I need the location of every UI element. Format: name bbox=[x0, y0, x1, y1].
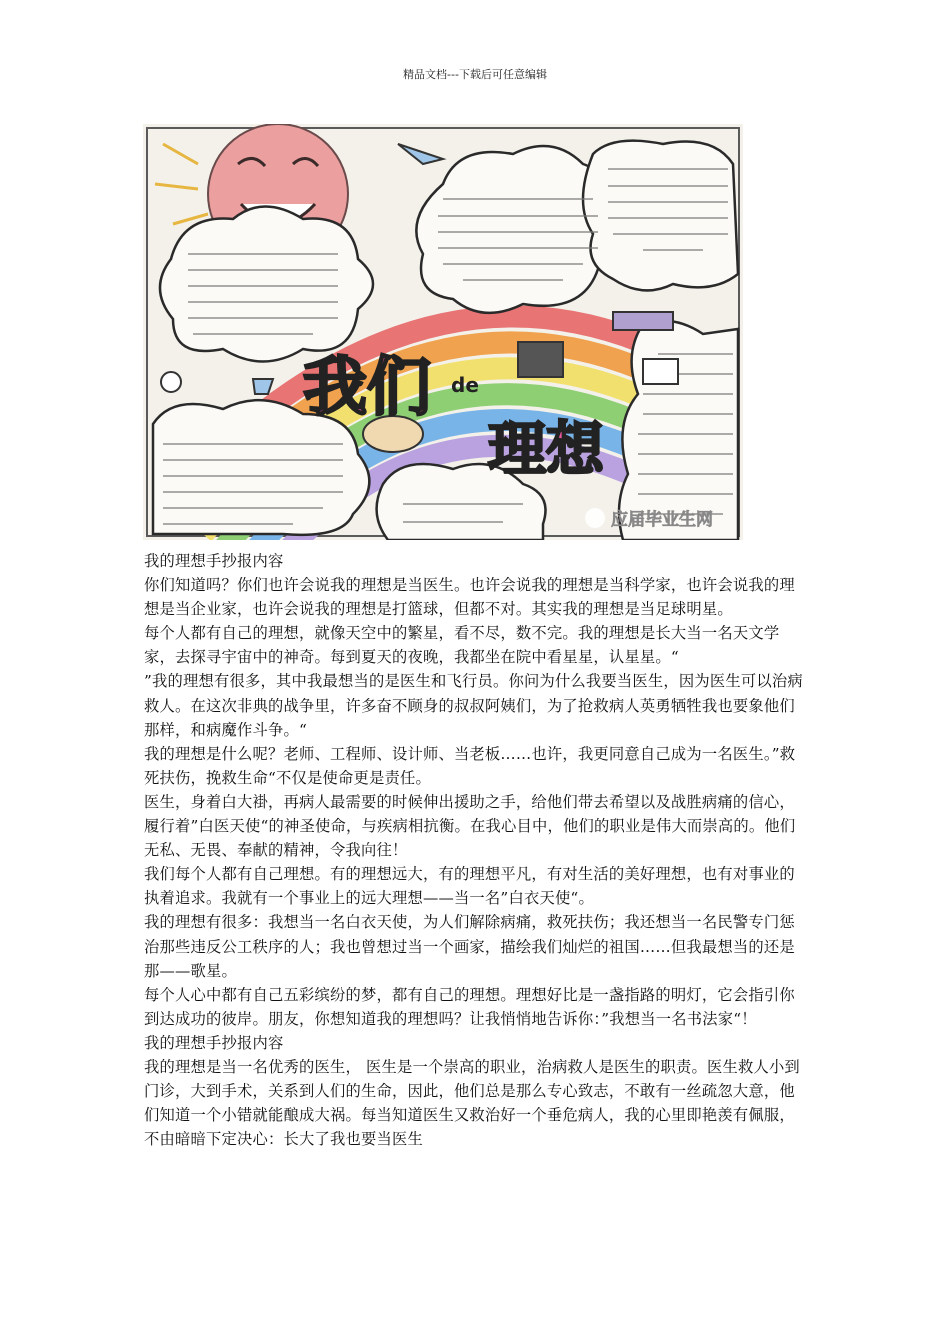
paragraph: 你们知道吗？你们也许会说我的理想是当医生。也许会说我的理想是当科学家，也许会说我的理想是当企业家，也许会说我的理想是打篮球，但都不对。其实我的理想是当足球明星。 bbox=[144, 576, 795, 619]
poster-image bbox=[143, 124, 743, 540]
poster-title-main: 我们 bbox=[303, 351, 431, 425]
article-body bbox=[144, 549, 808, 1151]
paragraph: 医生，身着白大褂，再病人最需要的时候伸出援助之手，给他们带去希望以及战胜病痛的信心，履行着”白医天使“的神圣使命，与疾病相抗衡。在我心目中，他们的职业是伟大而崇高的。他们无私、无畏、奉献的精神，令我向往！ bbox=[144, 792, 796, 860]
paragraph: 我们每个人都有自己理想。有的理想远大，有的理想平凡，有对生活的美好理想，也有对事业的执着追求。我就有一个事业上的远大理想——当一名”白衣天使“。 bbox=[144, 865, 795, 908]
train-drawing bbox=[613, 312, 673, 330]
watermark-text: 应届毕业生网 bbox=[611, 510, 713, 530]
watermark-logo-icon bbox=[585, 508, 605, 528]
cloud-right-top bbox=[583, 141, 738, 291]
paragraph: ”我的理想有很多，其中我最想当的是医生和飞行员。你问为什么我要当医生，因为医生可以治病救人。在这次非典的战争里，许多奋不顾身的叔叔阿姨们，为了抢救病人英勇牺牲我也要象他们那样，和病魔作斗争。“ bbox=[144, 672, 803, 739]
book-drawing bbox=[643, 359, 678, 384]
paragraph: 每个人都有自己的理想，就像天空中的繁星，看不尽，数不完。我的理想是长大当一名天文学家，去探寻宇宙中的神奇。每到夏天的夜晚，我都坐在院中看星星，认星星。“ bbox=[144, 624, 780, 667]
paragraph: 我的理想是什么呢？老师、工程师、设计师、当老板……也许，我更同意自己成为一名医生。”救死扶伤，挽救生命“不仅是使命更是责任。 bbox=[144, 744, 796, 787]
paragraph: 每个人心中都有自己五彩缤纷的梦，都有自己的理想。理想好比是一盏指路的明灯，它会指引你到达成功的彼岸。朋友，你想知道我的理想吗？让我悄悄地告诉你：”我想当一名书法家“！ bbox=[144, 985, 795, 1028]
section-title: 我的理想手抄报内容 bbox=[144, 1033, 284, 1052]
page-header: 精品文档---下载后可任意编辑 bbox=[403, 68, 547, 81]
racket-drawing bbox=[161, 372, 181, 392]
section-title: 我的理想手抄报内容 bbox=[144, 552, 284, 570]
cloud-left-top bbox=[160, 207, 373, 362]
poster-title-de: de bbox=[451, 373, 479, 397]
poster-drawing bbox=[143, 124, 743, 540]
paragraph: 我的理想是当一名优秀的医生， 医生是一个崇高的职业，治病救人是医生的职责。医生救人小到门诊，大到手术，关系到人们的生命，因此，他们总是那么专心致志，不敢有一丝疏忽大意，他们知道一个小错就能酿成大祸。每当知道医生又救治好一个垂危病人，我的心里即艳羡有佩服，不由暗暗下定决心：长大了我也要当医生 bbox=[144, 1057, 800, 1149]
piano-drawing bbox=[518, 342, 563, 377]
paragraph: 我的理想有很多：我想当一名白衣天使，为人们解除病痛，救死扶伤；我还想当一名民警专门惩治那些违反公工秩序的人；我也曾想过当一个画家，描绘我们灿烂的祖国……但我最想当的还是那——歌星。 bbox=[144, 913, 795, 980]
poster-title-sub: 理想 bbox=[488, 415, 605, 483]
